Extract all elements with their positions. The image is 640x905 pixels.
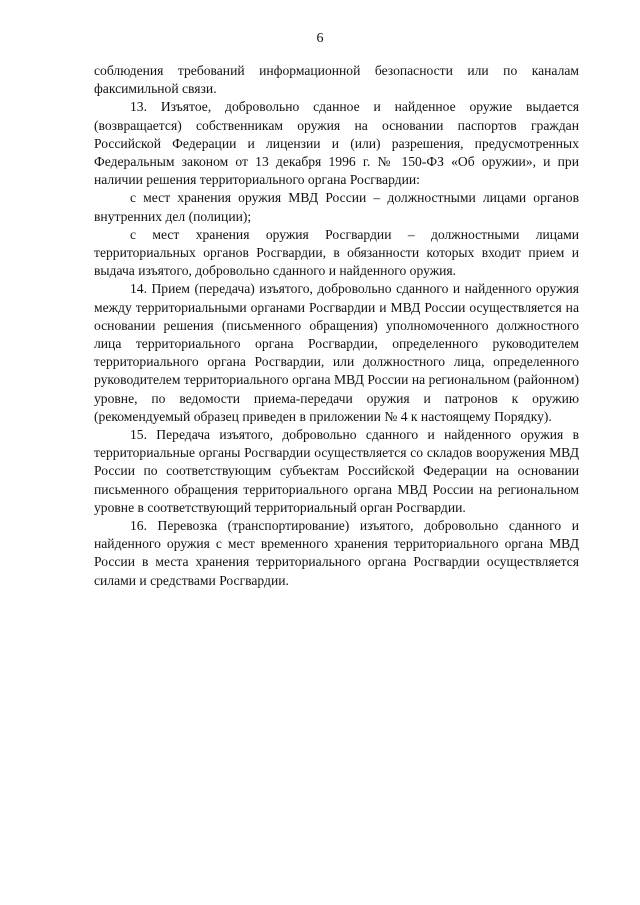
paragraph-14: 14. Прием (передача) изъятого, добровольно сданного и найденного оружия между территориальными органами Росгвардии и МВД России осуществляется на основании решения (письменного обращения) уполномоченного должностного лица территориального органа Росгвардии, определенного руководителем территориального органа Росгвардии, или должностного лица, определенного руководителем территориального органа МВД России на региональном (районном) уровне, по ведомости приема-передачи оружия и патронов к оружию (рекомендуемый образец приведен в приложении № 4 к настоящему Порядку).: [94, 281, 579, 424]
paragraph-15: 15. Передача изъятого, добровольно сданного и найденного оружия в территориальные органы Росгвардии осуществляется со складов вооружения МВД России по соответствующим субъектам Российской Федерации на основании письменного обращения территориального органа МВД России на региональном уровне в соответствующий территориальный орган Росгвардии.: [94, 427, 579, 515]
paragraph-13-item-rosgvardia: с мест хранения оружия Росгвардии – должностными лицами территориальных органов Росгвардии, в обязанности которых входит прием и выдача изъятого, добровольно сданного и найденного оружия.: [94, 226, 579, 279]
paragraph-13: 13. Изъятое, добровольно сданное и найденное оружие выдается (возвращается) собственникам оружия на основании паспортов граждан Российской Федерации и лицензии и (или) разрешения, предусмотренных Федеральным законом от 13 декабря 1996 г. № 150-ФЗ «Об оружии», и при наличии решения территориального органа Росгвардии:: [94, 99, 579, 188]
paragraph-13-item-mvd: с мест хранения оружия МВД России – должностными лицами органов внутренних дел (полиции);: [94, 190, 579, 224]
page-number: 6: [316, 31, 324, 46]
paragraph-16: 16. Перевозка (транспортирование) изъятого, добровольно сданного и найденного оружия с мест временного хранения территориального органа МВД России в места хранения территориального органа Росгвардии осуществляется силами и средствами Росгвардии.: [94, 518, 579, 588]
paragraph-continuation: соблюдения требований информационной безопасности или по каналам факсимильной связи.: [94, 63, 579, 97]
document-body: [94, 62, 579, 590]
